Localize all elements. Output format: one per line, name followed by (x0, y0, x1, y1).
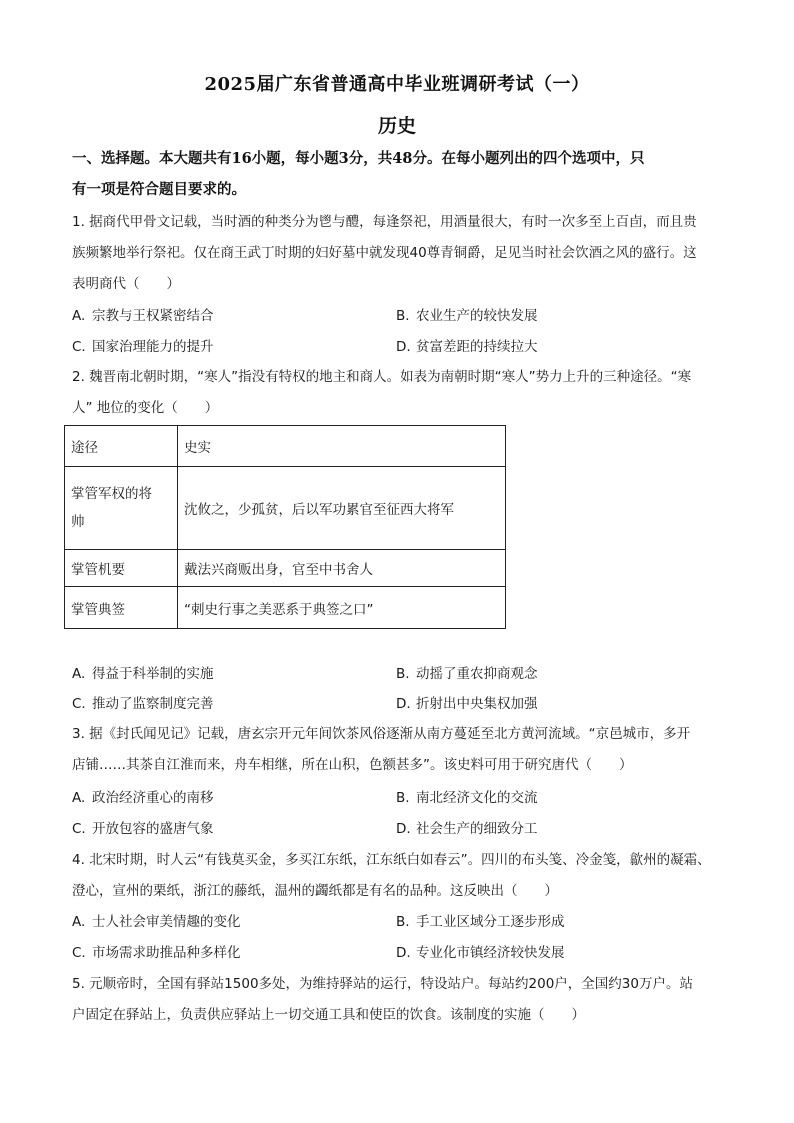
option-text: 推动了监察制度完善 (92, 696, 214, 712)
q1-line-3: 表明商代（ ） (72, 276, 180, 292)
q5-line-1: 5. 元顺帝时，全国有驿站1500多处，为维持驿站的运行，特设站户。每站约200户，全国约30万户。站 (72, 976, 693, 992)
q2-line-1: 2. 魏晋南北朝时期，“寒人”指没有特权的地主和商人。如表为南朝时期“寒人”势力上升的三种途径。“寒 (72, 369, 692, 385)
option-text: 动摇了重农抑商观念 (416, 666, 538, 682)
q3-option-d[interactable] (396, 819, 538, 839)
table-header-row (65, 426, 506, 467)
table-header-path: 途径 (65, 426, 178, 467)
option-text: 社会生产的细致分工 (416, 821, 538, 837)
q4-option-a[interactable] (72, 912, 241, 932)
q2-option-b[interactable] (396, 664, 538, 684)
q1-line-2: 族频繁地举行祭祀。仅在商王武丁时期的妇好墓中就发现40尊青铜爵，足见当时社会饮酒之风的盛行。这 (72, 245, 697, 261)
q1-option-b[interactable] (396, 306, 538, 326)
q4-option-b[interactable] (396, 912, 565, 932)
table-row (65, 550, 506, 587)
option-text: 宗教与王权紧密结合 (92, 308, 214, 324)
q1-option-d[interactable] (396, 337, 538, 357)
section-heading-line-2: 有一项是符合题目要求的。 (72, 181, 246, 198)
han-ren-table (64, 425, 506, 629)
option-text: 贫富差距的持续拉大 (416, 339, 538, 355)
option-letter: C. (72, 696, 86, 712)
option-text: 折射出中央集权加强 (416, 696, 538, 712)
table-row (65, 467, 506, 550)
q2-line-2: 人” 地位的变化（ ） (72, 400, 219, 416)
option-letter: C. (72, 821, 86, 837)
q4-line-2: 澄心，宣州的栗纸，浙江的藤纸，温州的蠲纸都是有名的品种。这反映出（ ） (72, 883, 558, 899)
option-letter: A. (72, 914, 86, 930)
option-text: 开放包容的盛唐气象 (92, 821, 214, 837)
option-text: 手工业区域分工逐步形成 (416, 914, 565, 930)
table-cell-fact: 戴法兴商贩出身，官至中书舍人 (178, 550, 506, 587)
option-text: 专业化市镇经济较快发展 (416, 945, 565, 961)
option-text: 市场需求助推品种多样化 (92, 945, 241, 961)
option-text: 国家治理能力的提升 (92, 339, 214, 355)
q2-option-a[interactable] (72, 664, 214, 684)
table-cell-fact: 沈攸之，少孤贫，后以军功累官至征西大将军 (178, 467, 506, 550)
option-text: 南北经济文化的交流 (416, 790, 538, 806)
q2-option-d[interactable] (396, 694, 538, 714)
path-text-line-1: 掌管军权的将 (71, 486, 152, 502)
option-letter: B. (396, 666, 410, 682)
table-cell-path: 掌管典签 (65, 587, 178, 629)
q3-line-1: 3. 据《封氏闻见记》记载，唐玄宗开元年间饮茶风俗逐渐从南方蔓延至北方黄河流域。“京邑城市，多开 (72, 726, 691, 742)
exam-title: 2025届广东省普通高中毕业班调研考试（一） (204, 74, 590, 95)
option-letter: A. (72, 790, 86, 806)
q4-option-d[interactable] (396, 943, 565, 963)
q5-line-2: 户固定在驿站上，负责供应驿站上一切交通工具和使臣的饮食。该制度的实施（ ） (72, 1007, 585, 1023)
table-cell-fact: “刺史行事之美恶系于典签之口” (178, 587, 506, 629)
q3-line-2: 店铺……其茶自江淮而来，舟车相继，所在山积，色额甚多”。该史料可用于研究唐代（ ） (72, 757, 633, 773)
q3-option-a[interactable] (72, 788, 214, 808)
q1-option-a[interactable] (72, 306, 214, 326)
q1-line-1: 1. 据商代甲骨文记载，当时酒的种类分为鬯与醴，每逢祭祀，用酒量很大，有时一次多至上百卣，而且贵 (72, 214, 697, 230)
option-letter: D. (396, 945, 411, 961)
option-letter: B. (396, 914, 410, 930)
q4-option-c[interactable] (72, 943, 241, 963)
option-text: 士人社会审美情趣的变化 (92, 914, 241, 930)
option-text: 政治经济重心的南移 (92, 790, 214, 806)
q2-option-c[interactable] (72, 694, 214, 714)
option-text: 得益于科举制的实施 (92, 666, 214, 682)
option-letter: A. (72, 666, 86, 682)
subject-title: 历史 (377, 115, 416, 137)
path-text-line-2: 帅 (71, 514, 85, 530)
option-letter: B. (396, 308, 410, 324)
option-letter: D. (396, 696, 411, 712)
q3-option-b[interactable] (396, 788, 538, 808)
table-header-fact: 史实 (178, 426, 506, 467)
option-letter: C. (72, 339, 86, 355)
table-row (65, 587, 506, 629)
option-letter: D. (396, 339, 411, 355)
table-cell-path: 掌管机要 (65, 550, 178, 587)
section-heading-line-1: 一、选择题。本大题共有16小题，每小题3分，共48分。在每小题列出的四个选项中，只 (72, 150, 645, 167)
q3-option-c[interactable] (72, 819, 214, 839)
option-text: 农业生产的较快发展 (416, 308, 538, 324)
option-letter: A. (72, 308, 86, 324)
option-letter: B. (396, 790, 410, 806)
option-letter: D. (396, 821, 411, 837)
q4-line-1: 4. 北宋时期，时人云“有钱莫买金，多买江东纸，江东纸白如春云”。四川的布头笺、冷金笺，歙州的凝霜、 (72, 852, 711, 868)
table-cell-path (65, 467, 178, 550)
option-letter: C. (72, 945, 86, 961)
q1-option-c[interactable] (72, 337, 214, 357)
